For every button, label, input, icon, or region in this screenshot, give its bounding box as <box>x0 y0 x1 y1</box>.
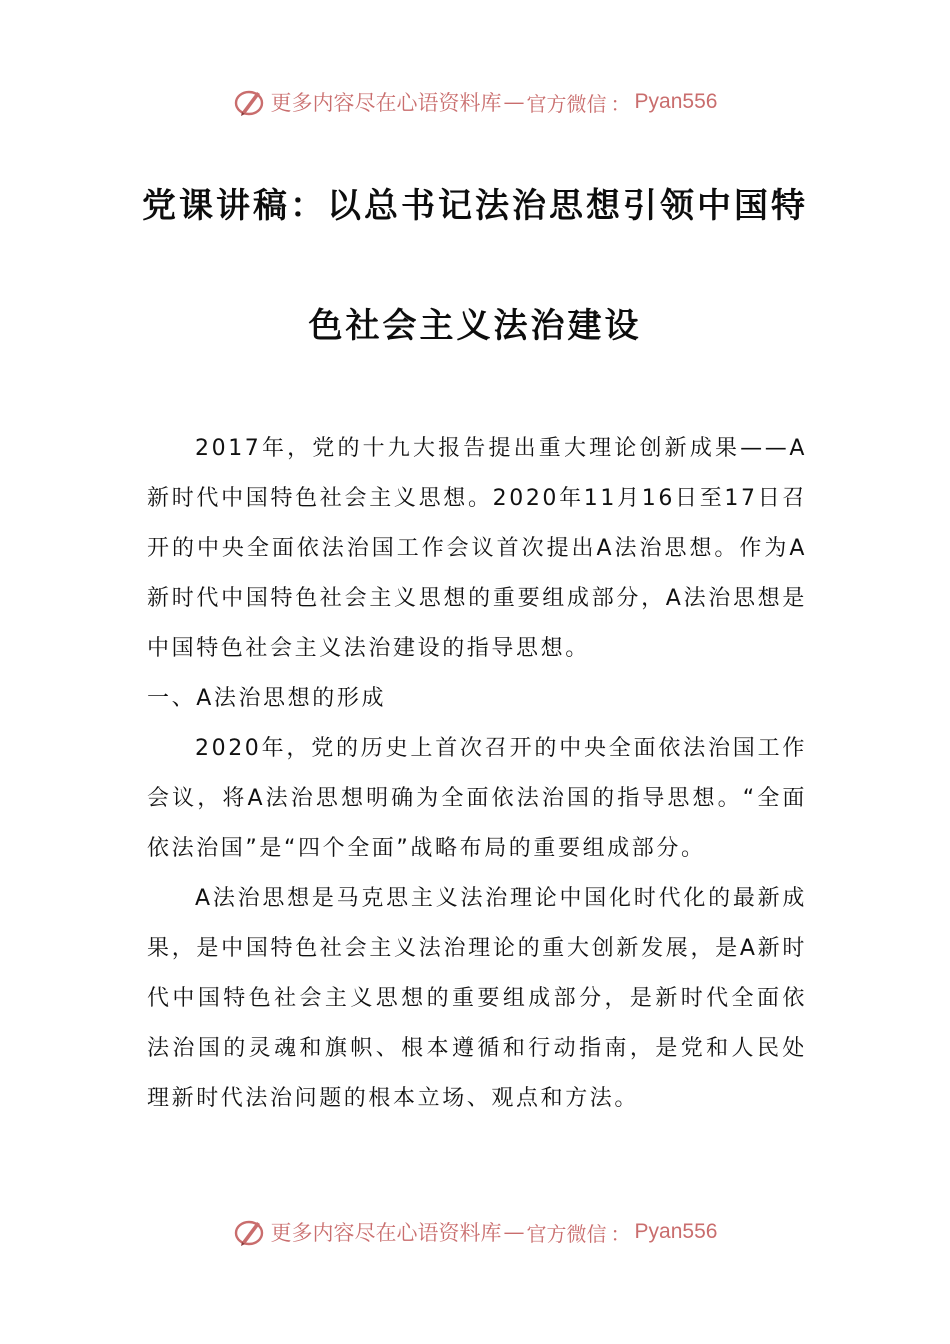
site-name: 更多内容尽在心语资料库 <box>270 91 502 115</box>
pen-ring-logo-icon <box>233 86 265 118</box>
pen-ring-logo-icon <box>233 1216 265 1248</box>
official-wechat-label: 官方微信 <box>526 91 607 116</box>
section-heading: 一、A法治思想的形成 <box>147 686 387 711</box>
document-title-line-2: 色社会主义法治建设 <box>308 306 642 346</box>
document-title-line-1: 党课讲稿：以总书记法治思想引领中国特 <box>142 186 808 226</box>
paragraph: 2017年，党的十九大报告提出重大理论创新成果——A新时代中国特色社会主义思想。2020年11月16日至17日召开的中央全面依法治国工作会议首次提出A法治思想。作为A新时代中国特色社会主义思想的重要组成部分，A法治思想是中国特色社会主义法治建设的指导思想。 <box>147 436 807 661</box>
paragraph: 2020年，党的历史上首次召开的中央全面依法治国工作会议，将A法治思想明确为全面依法治国的指导思想。“全面依法治国”是“四个全面”战略布局的重要组成部分。 <box>147 736 807 861</box>
paragraph: A法治思想是马克思主义法治理论中国化时代化的最新成果，是中国特色社会主义法治理论的重大创新发展，是A新时代中国特色社会主义思想的重要组成部分，是新时代全面依法治国的灵魂和旗帜、根本遵循和行动指南，是党和人民处理新时代法治问题的根本立场、观点和方法。 <box>147 886 807 1111</box>
banner-separator: — <box>503 1220 525 1244</box>
wechat-id: Pyan556 <box>634 1220 718 1243</box>
banner-separator: — <box>503 90 525 114</box>
wechat-id: Pyan556 <box>634 90 718 113</box>
document-body <box>147 424 807 1124</box>
official-wechat-label: 官方微信 <box>526 1221 607 1246</box>
site-name: 更多内容尽在心语资料库 <box>270 1221 502 1245</box>
banner-colon: ： <box>610 91 631 116</box>
banner-colon: ： <box>610 1221 631 1246</box>
header-watermark-banner <box>0 82 950 122</box>
footer-watermark-banner <box>0 1212 950 1252</box>
